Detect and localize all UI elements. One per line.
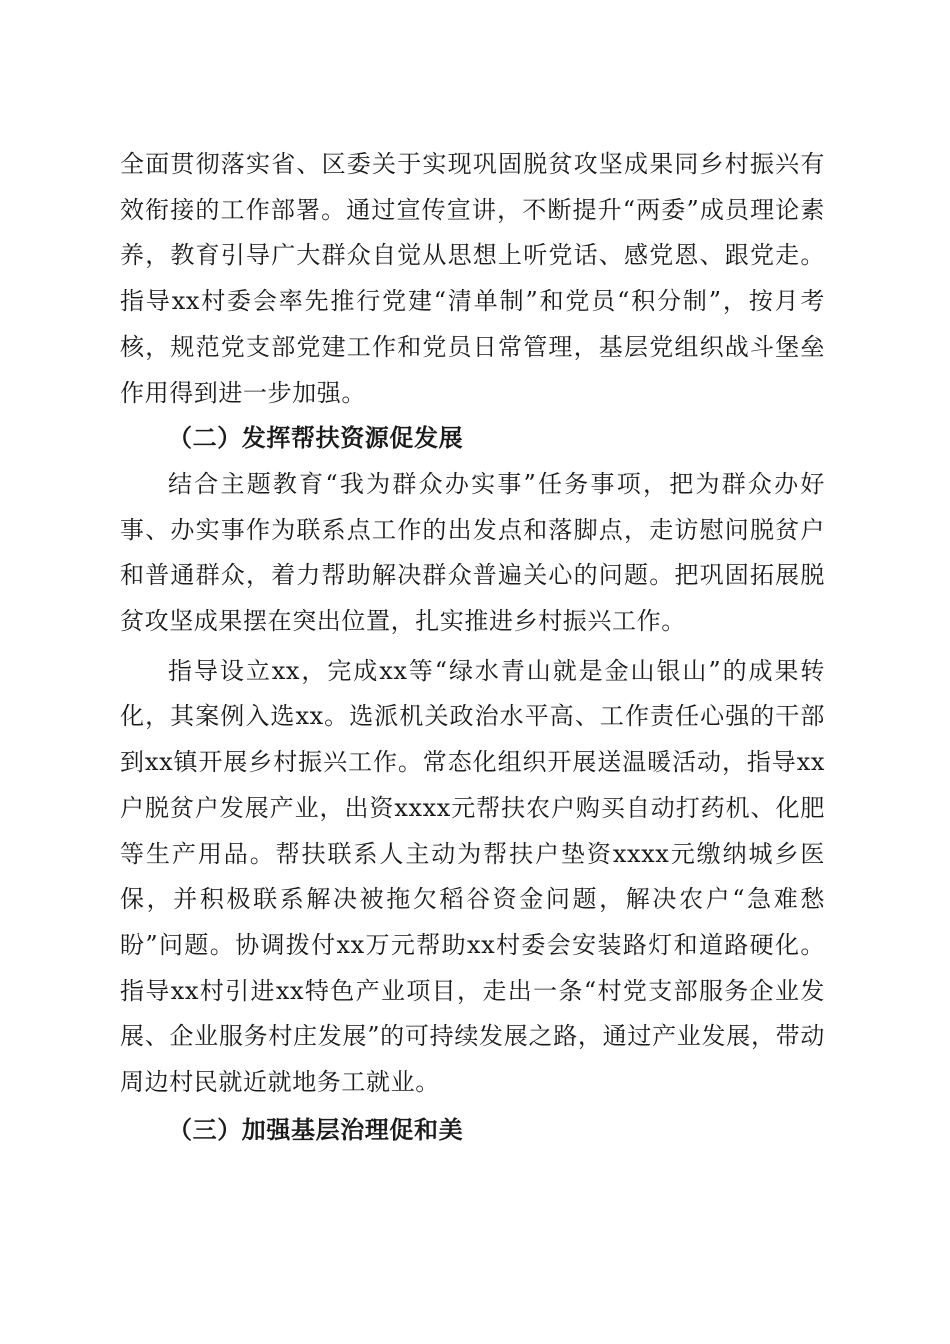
document-page: [120, 142, 825, 1153]
section-heading-3: （三）加强基层治理促和美: [168, 1115, 464, 1144]
paragraph-party-building: 全面贯彻落实省、区委关于实现巩固脱贫攻坚成果同乡村振兴有效衔接的工作部署。通过宣传宣讲，不断提升“两委”成员理论素养，教育引导广大群众自觉从思想上听党话、感党恩、跟党走。指导xx村委会率先推行党建“清单制”和党员“积分制”，按月考核，规范党支部党建工作和党员日常管理，基层党组织战斗堡垒作用得到进一步加强。: [120, 150, 825, 407]
section-heading-2: （二）发挥帮扶资源促发展: [168, 424, 464, 453]
paragraph-practical-work: 结合主题教育“我为群众办实事”任务事项，把为群众办好事、办实事作为联系点工作的出发点和落脚点，走访慰问脱贫户和普通群众，着力帮助解决群众普遍关心的问题。把巩固拓展脱贫攻坚成果摆在突出位置，扎实推进乡村振兴工作。: [120, 469, 825, 636]
paragraph-assistance-details: 指导设立xx，完成xx等“绿水青山就是金山银山”的成果转化，其案例入选xx。选派机关政治水平高、工作责任心强的干部到xx镇开展乡村振兴工作。常态化组织开展送温暖活动，指导xx户脱贫户发展产业，出资xxxx元帮扶农户购买自动打药机、化肥等生产用品。帮扶联系人主动为帮扶户垫资xxxx元缴纳城乡医保，并积极联系解决被拖欠稻谷资金问题，解决农户“急难愁盼”问题。协调拨付xx万元帮助xx村委会安装路灯和道路硬化。指导xx村引进xx特色产业项目，走出一条“村党支部服务企业发展、企业服务村庄发展”的可持续发展之路，通过产业发展，带动周边村民就近就地务工就业。: [120, 656, 825, 1097]
